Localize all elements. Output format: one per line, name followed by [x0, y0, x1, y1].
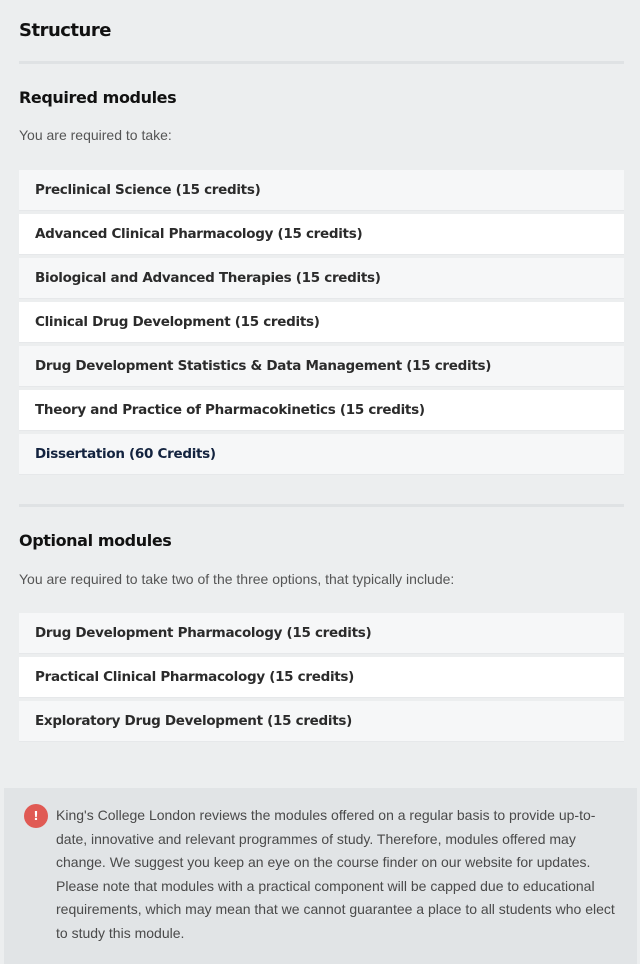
- module-item[interactable]: Preclinical Science (15 credits): [19, 170, 624, 211]
- divider: [19, 61, 624, 64]
- module-item[interactable]: Clinical Drug Development (15 credits): [19, 302, 624, 343]
- divider: [19, 504, 624, 507]
- module-item[interactable]: Drug Development Pharmacology (15 credits): [19, 613, 624, 654]
- required-modules-heading: Required modules: [19, 88, 177, 107]
- notice-text: [56, 804, 619, 945]
- optional-modules-list: [19, 613, 624, 745]
- module-item[interactable]: Practical Clinical Pharmacology (15 credits): [19, 657, 624, 698]
- dissertation-module-link[interactable]: Dissertation (60 Credits): [19, 434, 624, 475]
- module-item[interactable]: Exploratory Drug Development (15 credits): [19, 701, 624, 742]
- optional-modules-heading: Optional modules: [19, 531, 172, 550]
- module-item[interactable]: Theory and Practice of Pharmacokinetics (15 credits): [19, 390, 624, 431]
- module-item[interactable]: Advanced Clinical Pharmacology (15 credits): [19, 214, 624, 255]
- required-modules-intro: You are required to take:: [19, 127, 172, 143]
- required-modules-list: [19, 170, 624, 478]
- notice-paragraph: King's College London reviews the modules offered on a regular basis to provide up-to-date, innovative and relevant programmes of study. Therefore, modules offered may change. We suggest you keep an eye on the course finder on our website for updates.: [56, 807, 596, 870]
- module-item[interactable]: Drug Development Statistics & Data Management (15 credits): [19, 346, 624, 387]
- page-title: Structure: [19, 20, 111, 41]
- notice-paragraph: Please note that modules with a practical component will be capped due to educational requirements, which may mean that we cannot guarantee a place to all students who elect to study this module.: [56, 877, 615, 941]
- optional-modules-intro: You are required to take two of the three options, that typically include:: [19, 571, 455, 587]
- module-change-notice: [4, 788, 637, 964]
- module-item[interactable]: Biological and Advanced Therapies (15 credits): [19, 258, 624, 299]
- info-icon: !: [24, 804, 48, 828]
